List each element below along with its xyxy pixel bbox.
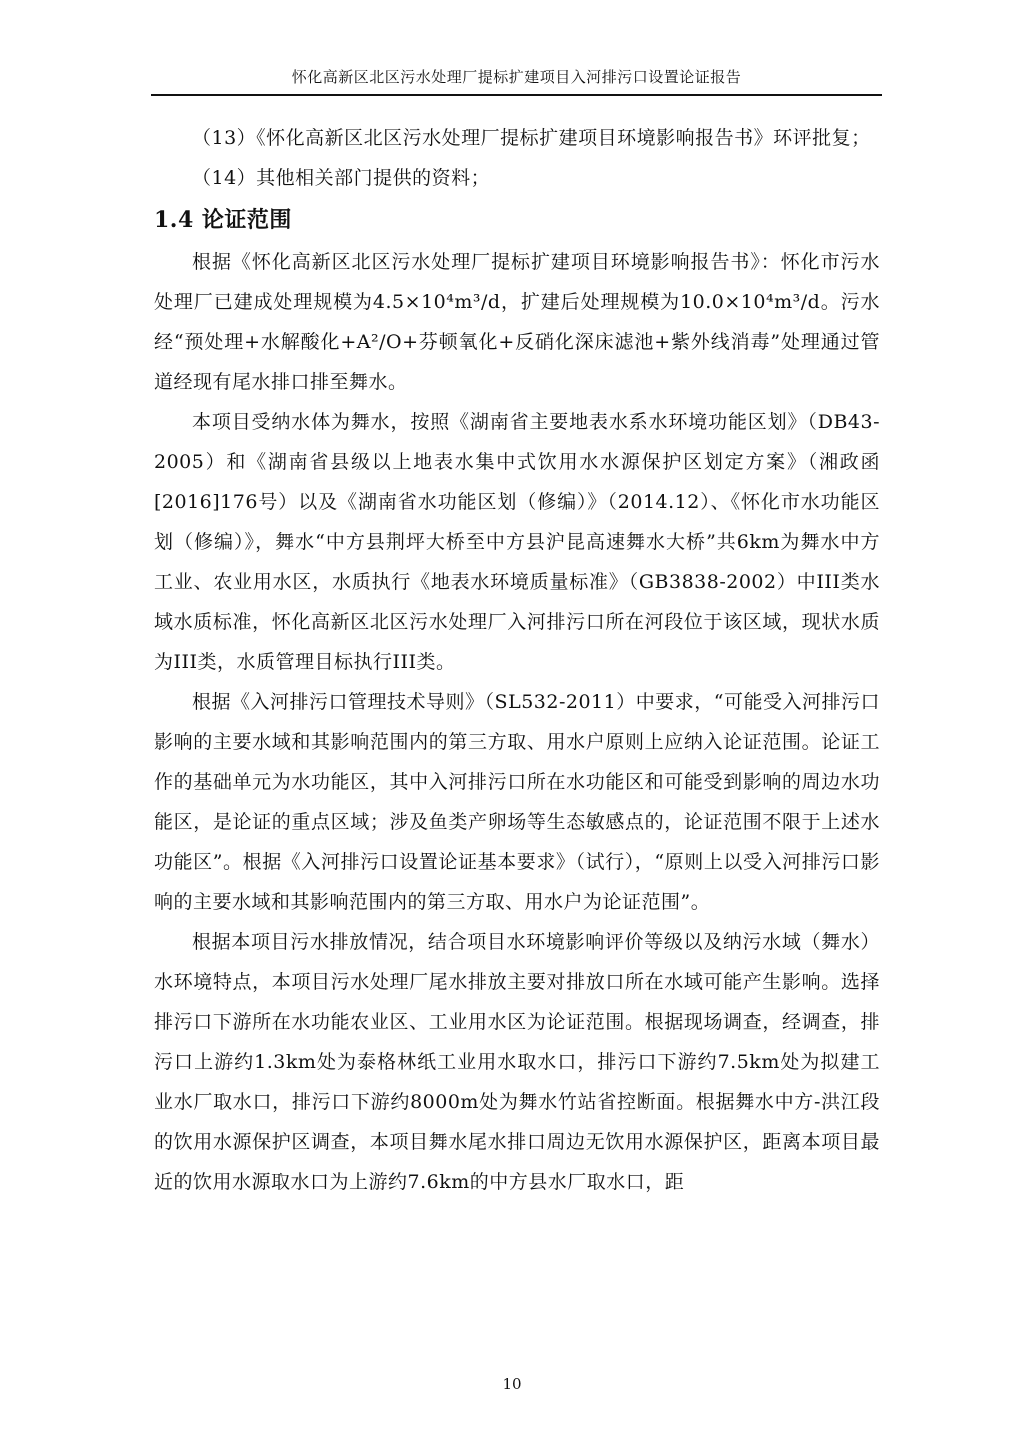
page-number: 10 xyxy=(502,1375,522,1393)
document-body xyxy=(154,118,880,1202)
reference-item-13: （13）《怀化高新区北区污水处理厂提标扩建项目环境影响报告书》环评批复； xyxy=(192,127,871,149)
paragraph-2: 本项目受纳水体为舞水，按照《湖南省主要地表水系水环境功能区划》（DB43-2005）和《湖南省县级以上地表水集中式饮用水水源保护区划定方案》（湘政函[2016]176号）以及《湖南省水功能区划（修编）》（2014.12）、《怀化市水功能区划（修编）》，舞水“中方县荆坪大桥至中方县沪昆高速舞水大桥”共6km为舞水中方工业、农业用水区，水质执行《地表水环境质量标准》（GB3838-2002）中III类水域水质标准，怀化高新区北区污水处理厂入河排污口所在河段位于该区域，现状水质为III类，水质管理目标执行III类。 xyxy=(154,411,880,673)
reference-item-14: （14）其他相关部门提供的资料； xyxy=(192,167,491,189)
paragraph-3: 根据《入河排污口管理技术导则》（SL532-2011）中要求，“可能受入河排污口影响的主要水域和其影响范围内的第三方取、用水户原则上应纳入论证范围。论证工作的基础单元为水功能区，其中入河排污口所在水功能区和可能受到影响的周边水功能区，是论证的重点区域；涉及鱼类产卵场等生态敏感点的，论证范围不限于上述水功能区”。根据《入河排污口设置论证基本要求》（试行），“原则上以受入河排污口影响的主要水域和其影响范围内的第三方取、用水户为论证范围”。 xyxy=(154,691,880,913)
paragraph-1: 根据《怀化高新区北区污水处理厂提标扩建项目环境影响报告书》：怀化市污水处理厂已建成处理规模为4.5×10⁴m³/d，扩建后处理规模为10.0×10⁴m³/d。污水经“预处理+水解酸化+A²/O+芬顿氧化+反硝化深床滤池+紫外线消毒”处理通过管道经现有尾水排口排至舞水。 xyxy=(154,251,880,393)
page-header-title: 怀化高新区北区污水处理厂提标扩建项目入河排污口设置论证报告 xyxy=(291,68,742,86)
section-heading: 1.4 论证范围 xyxy=(154,207,292,233)
paragraph-4: 根据本项目污水排放情况，结合项目水环境影响评价等级以及纳污水域（舞水）水环境特点，本项目污水处理厂尾水排放主要对排放口所在水域可能产生影响。选择排污口下游所在水功能农业区、工业用水区为论证范围。根据现场调查，经调查，排污口上游约1.3km处为泰格林纸工业用水取水口，排污口下游约7.5km处为拟建工业水厂取水口，排污口下游约8000m处为舞水竹站省控断面。根据舞水中方-洪江段的饮用水源保护区调查，本项目舞水尾水排口周边无饮用水源保护区，距离本项目最近的饮用水源取水口为上游约7.6km的中方县水厂取水口，距 xyxy=(154,931,880,1193)
header-divider xyxy=(151,94,882,96)
